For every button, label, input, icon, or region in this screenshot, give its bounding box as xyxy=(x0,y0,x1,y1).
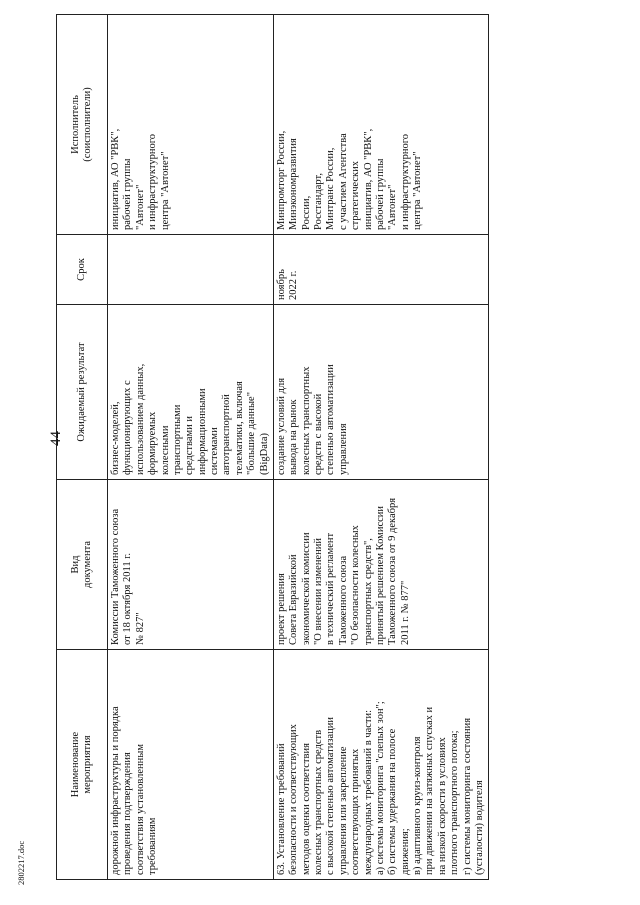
measure-name-cell: 63. Установление требований безопасности и соответствующих методов оценки соответствия колесных транспортных средств с высокой степенью автоматизации управления или закрепление соответствующих принятых международных требований в части: а) системы мониторинга "слепых зон"; б) системы удержания на полосе движения; в) адаптивного круиз-контроля при движении на затяжных спусках и на низкой скорости в условиях плотного транспортного потока; г) системы мониторинга состояния (усталости) водителя xyxy=(273,650,488,880)
header-expected-result: Ожидаемый результат xyxy=(57,305,108,480)
header-measure-name: Наименование мероприятия xyxy=(57,650,108,880)
measures-table xyxy=(56,14,489,880)
term-cell xyxy=(108,235,274,305)
rotated-table-container xyxy=(56,15,616,880)
page-number: 44 xyxy=(48,431,64,446)
executor-cell: инициатив, АО "РВК", рабочей группы "Автонет" и инфраструктурного центра "Автонет" xyxy=(108,15,274,235)
term-cell: ноябрь 2022 г. xyxy=(273,235,488,305)
expected-result-cell: создание условий для вывода на рынок колесных транспортных средств с высокой степенью автоматизации управления xyxy=(273,305,488,480)
header-document-type: Вид документа xyxy=(57,480,108,650)
expected-result-cell: бизнес-моделей, функционирующих с использованием данных, формируемых колесными транспортными средствами и информационными системами автотранспортной телематики, включая "большие данные" (BigData) xyxy=(108,305,274,480)
executor-cell: Минпромторг России, Минэкономразвития России, Росстандарт, Минтранс России, с участием Агентства стратегических инициатив, АО "РВК", рабочей группы "Автонет" и инфраструктурного центра "Автонет" xyxy=(273,15,488,235)
table-row xyxy=(273,15,488,880)
document-id: 2802217.doc xyxy=(16,840,26,885)
document-type-cell: проект решения Совета Евразийской экономической комиссии "О внесении изменений в технический регламент Таможенного союза "О безопасности колесных транспортных средств", принятый решением Комиссии Таможенного союза от 9 декабря 2011 г. № 877" xyxy=(273,480,488,650)
document-type-cell: Комиссии Таможенного союза от 18 октября 2011 г. № 827" xyxy=(108,480,274,650)
header-term: Срок xyxy=(57,235,108,305)
measure-name-cell: дорожной инфраструктуры и порядка проведения подтверждения соответствия установленным требованиям xyxy=(108,650,274,880)
table-header-row xyxy=(57,15,108,880)
header-executor: Исполнитель (соисполнители) xyxy=(57,15,108,235)
table-row xyxy=(108,15,274,880)
